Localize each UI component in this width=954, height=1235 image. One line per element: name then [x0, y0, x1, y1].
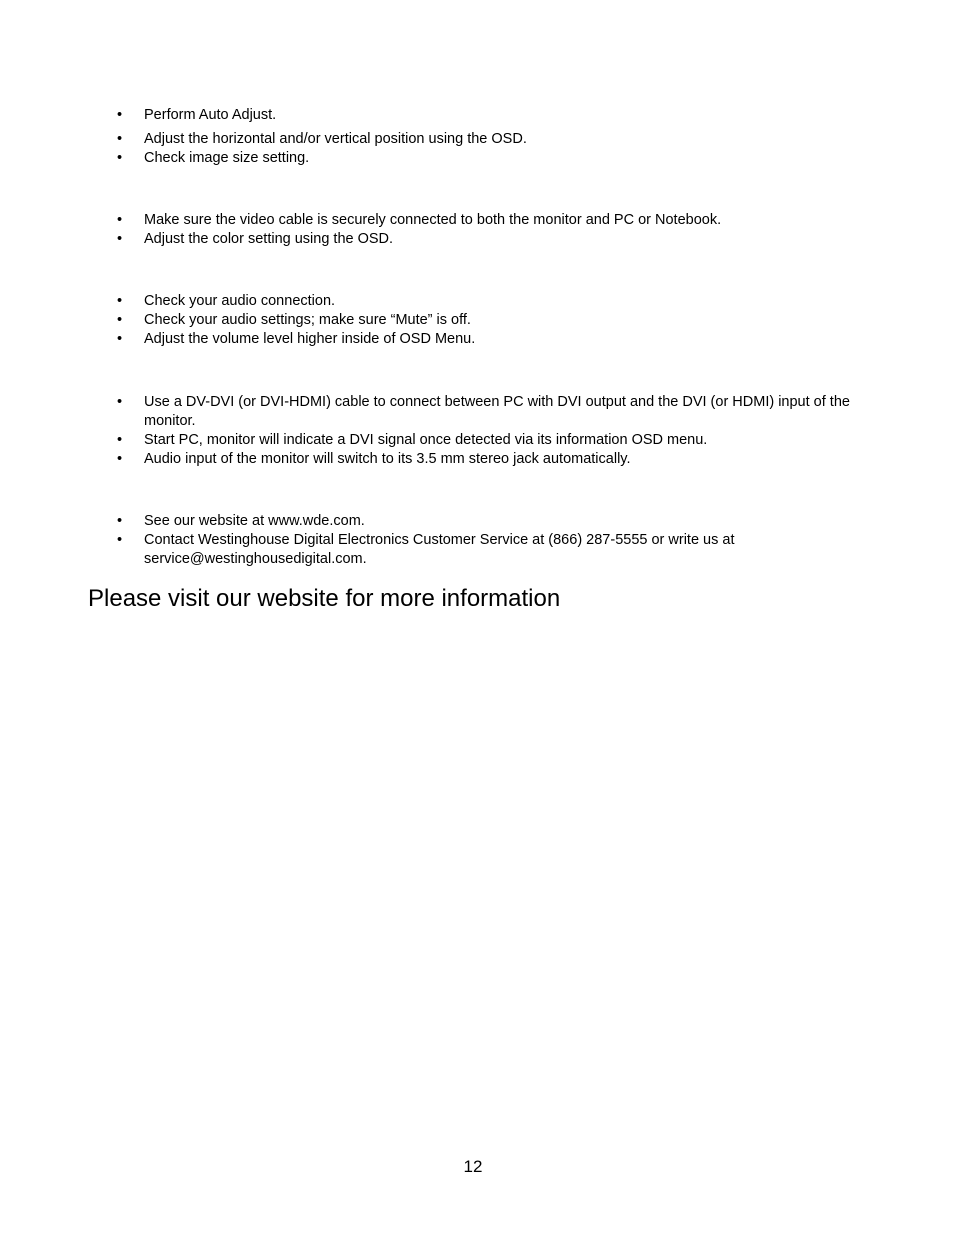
bullet-icon: •: [117, 513, 123, 529]
list-item: [0, 106, 954, 125]
list-item-text: Adjust the horizontal and/or vertical position using the OSD.: [144, 131, 527, 147]
list-item: [0, 512, 954, 531]
list-item: [0, 311, 954, 330]
bullet-icon: •: [117, 532, 123, 548]
bullet-icon: •: [117, 231, 123, 247]
bullet-icon: •: [117, 451, 123, 467]
bullet-list-auto-adjust: [0, 106, 954, 168]
list-item-text: Adjust the color setting using the OSD.: [144, 231, 394, 247]
bullet-icon: •: [117, 150, 123, 166]
list-item: [0, 211, 954, 230]
bullet-icon: •: [117, 212, 123, 228]
list-item-text: See our website at www.wde.com.: [144, 513, 365, 529]
bullet-list-video-color: [0, 211, 954, 249]
list-item-text: Check image size setting.: [144, 150, 310, 166]
list-item: [0, 130, 954, 149]
bullet-list-audio: [0, 292, 954, 349]
list-item: [0, 230, 954, 249]
list-item-text: Check your audio connection.: [144, 293, 336, 309]
list-item: [0, 330, 954, 349]
list-item-text: Start PC, monitor will indicate a DVI signal once detected via its information OSD menu.: [144, 432, 708, 448]
closing-heading: Please visit our website for more information: [88, 585, 561, 612]
bullet-list-support: [0, 512, 954, 569]
list-item: [0, 393, 954, 431]
list-item-text: Make sure the video cable is securely connected to both the monitor and PC or Notebook.: [144, 212, 722, 228]
list-item-text: Use a DV-DVI (or DVI-HDMI) cable to connect between PC with DVI output and the DVI (or HDMI) input of the monitor.: [144, 394, 850, 429]
bullet-icon: •: [117, 312, 123, 328]
list-item: [0, 149, 954, 168]
list-item-text: Contact Westinghouse Digital Electronics Customer Service at (866) 287-5555 or write us at service@westinghousedigital.com.: [144, 532, 735, 567]
bullet-icon: •: [117, 331, 123, 347]
list-item: [0, 292, 954, 311]
list-item-text: Audio input of the monitor will switch to its 3.5 mm stereo jack automatically.: [144, 451, 631, 467]
bullet-icon: •: [117, 293, 123, 309]
bullet-list-dvi: [0, 393, 954, 469]
list-item-text: Adjust the volume level higher inside of OSD Menu.: [144, 331, 476, 347]
page-number: 12: [463, 1157, 483, 1176]
list-item: [0, 531, 954, 569]
bullet-icon: •: [117, 131, 123, 147]
bullet-icon: •: [117, 394, 123, 410]
list-item-text: Perform Auto Adjust.: [144, 107, 277, 123]
list-item: [0, 450, 954, 469]
bullet-icon: •: [117, 432, 123, 448]
bullet-icon: •: [117, 107, 123, 123]
list-item: [0, 431, 954, 450]
list-item-text: Check your audio settings; make sure “Mute” is off.: [144, 312, 471, 328]
